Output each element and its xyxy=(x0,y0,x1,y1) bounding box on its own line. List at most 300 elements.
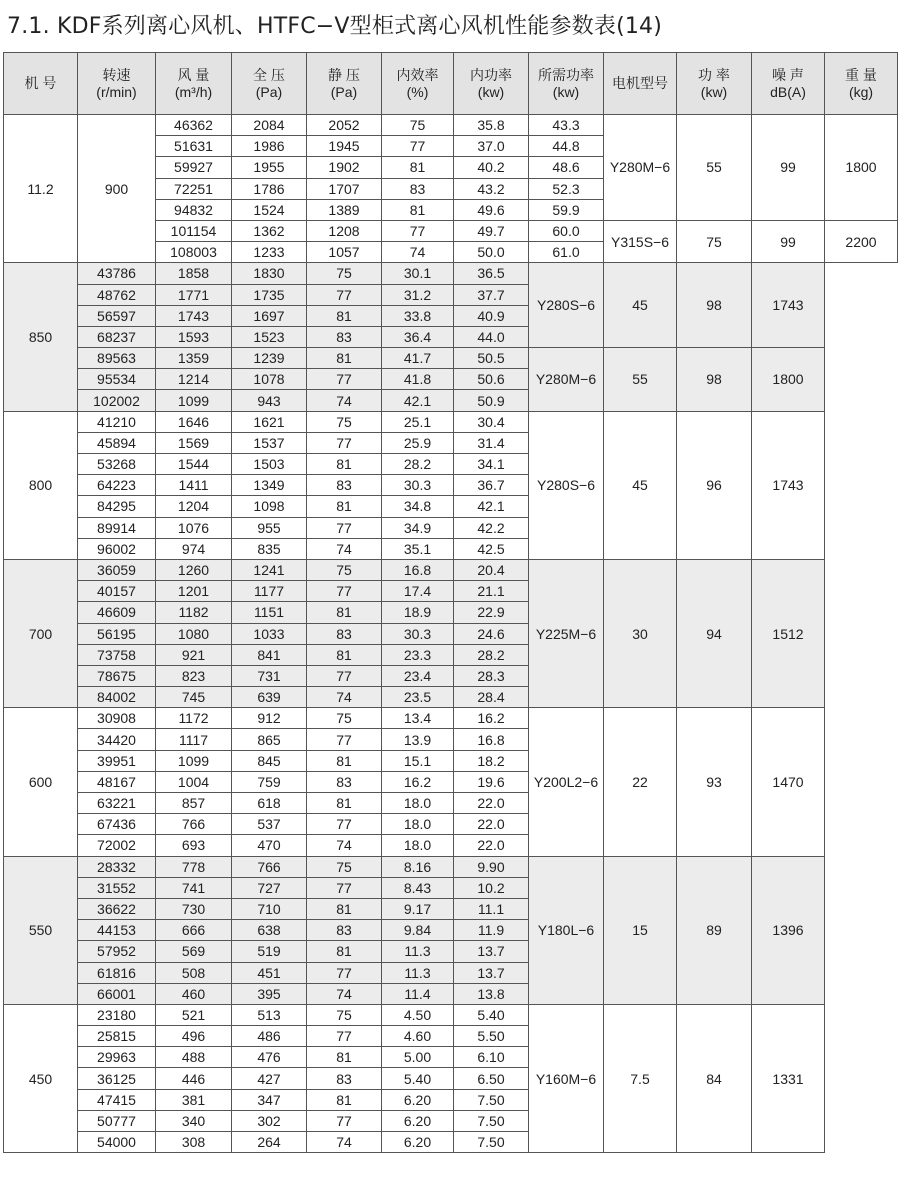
header-row xyxy=(4,53,898,115)
static-pressure-cell: 1098 xyxy=(232,496,307,517)
required-power-cell: 7.50 xyxy=(454,1132,529,1153)
internal-efficiency-cell: 81 xyxy=(307,898,382,919)
internal-efficiency-cell: 77 xyxy=(307,369,382,390)
header-unit: dB(A) xyxy=(770,83,806,100)
internal-efficiency-cell: 83 xyxy=(307,326,382,347)
air-volume-cell: 101154 xyxy=(156,220,232,241)
internal-efficiency-cell: 75 xyxy=(307,708,382,729)
total-pressure-cell: 381 xyxy=(156,1089,232,1110)
total-pressure-cell: 1359 xyxy=(156,348,232,369)
static-pressure-cell: 943 xyxy=(232,390,307,411)
weight-cell: 1800 xyxy=(752,348,825,412)
total-pressure-cell: 1080 xyxy=(156,623,232,644)
internal-efficiency-cell: 81 xyxy=(382,157,454,178)
noise-cell: 94 xyxy=(677,559,752,707)
internal-power-cell: 43.2 xyxy=(454,178,529,199)
internal-power-cell: 11.4 xyxy=(382,983,454,1004)
static-pressure-cell: 912 xyxy=(232,708,307,729)
air-volume-cell: 30908 xyxy=(78,708,156,729)
internal-power-cell: 6.20 xyxy=(382,1089,454,1110)
internal-efficiency-cell: 77 xyxy=(307,665,382,686)
air-volume-cell: 25815 xyxy=(78,1026,156,1047)
required-power-cell: 36.5 xyxy=(454,263,529,284)
air-volume-cell: 95534 xyxy=(78,369,156,390)
air-volume-cell: 84002 xyxy=(78,687,156,708)
required-power-cell: 20.4 xyxy=(454,559,529,580)
internal-efficiency-cell: 77 xyxy=(307,962,382,983)
static-pressure-cell: 1523 xyxy=(232,326,307,347)
internal-power-cell: 18.9 xyxy=(382,602,454,623)
static-pressure-cell: 639 xyxy=(232,687,307,708)
internal-power-cell: 18.0 xyxy=(382,793,454,814)
air-volume-cell: 46609 xyxy=(78,602,156,623)
air-volume-cell: 67436 xyxy=(78,814,156,835)
total-pressure-cell: 1214 xyxy=(156,369,232,390)
required-power-cell: 36.7 xyxy=(454,475,529,496)
total-pressure-cell: 1771 xyxy=(156,284,232,305)
internal-power-cell: 41.7 xyxy=(382,348,454,369)
total-pressure-cell: 1524 xyxy=(232,199,307,220)
air-volume-cell: 73758 xyxy=(78,644,156,665)
static-pressure-cell: 1239 xyxy=(232,348,307,369)
air-volume-cell: 47415 xyxy=(78,1089,156,1110)
internal-efficiency-cell: 81 xyxy=(307,602,382,623)
internal-efficiency-cell: 74 xyxy=(382,242,454,263)
speed-group-450 xyxy=(4,1004,898,1152)
required-power-cell: 28.2 xyxy=(454,644,529,665)
air-volume-cell: 63221 xyxy=(78,793,156,814)
air-volume-cell: 48762 xyxy=(78,284,156,305)
air-volume-cell: 36059 xyxy=(78,559,156,580)
noise-cell: 98 xyxy=(677,263,752,348)
motor-power-cell: 15 xyxy=(604,856,677,1004)
required-power-cell: 6.50 xyxy=(454,1068,529,1089)
internal-efficiency-cell: 81 xyxy=(382,199,454,220)
motor-power-cell: 7.5 xyxy=(604,1004,677,1152)
internal-efficiency-cell: 74 xyxy=(307,835,382,856)
air-volume-cell: 61816 xyxy=(78,962,156,983)
motor-model-cell: Y280S−6 xyxy=(529,263,604,348)
total-pressure-cell: 974 xyxy=(156,538,232,559)
internal-power-cell: 34.9 xyxy=(382,517,454,538)
total-pressure-cell: 1858 xyxy=(156,263,232,284)
total-pressure-cell: 741 xyxy=(156,877,232,898)
static-pressure-cell: 865 xyxy=(232,729,307,750)
total-pressure-cell: 921 xyxy=(156,644,232,665)
internal-efficiency-cell: 81 xyxy=(307,496,382,517)
total-pressure-cell: 1076 xyxy=(156,517,232,538)
static-pressure-cell: 1735 xyxy=(232,284,307,305)
air-volume-cell: 72251 xyxy=(156,178,232,199)
internal-efficiency-cell: 75 xyxy=(307,263,382,284)
static-pressure-cell: 1389 xyxy=(307,199,382,220)
internal-efficiency-cell: 75 xyxy=(307,856,382,877)
speed-group-850 xyxy=(4,263,898,411)
static-pressure-cell: 537 xyxy=(232,814,307,835)
static-pressure-cell: 1033 xyxy=(232,623,307,644)
internal-power-cell: 16.8 xyxy=(382,559,454,580)
total-pressure-cell: 730 xyxy=(156,898,232,919)
internal-power-cell: 4.60 xyxy=(382,1026,454,1047)
required-power-cell: 13.7 xyxy=(454,941,529,962)
static-pressure-cell: 1621 xyxy=(232,411,307,432)
internal-power-cell: 8.43 xyxy=(382,877,454,898)
static-pressure-cell: 2052 xyxy=(307,115,382,136)
required-power-cell: 52.3 xyxy=(529,178,604,199)
noise-cell: 99 xyxy=(752,220,825,262)
speed-cell: 900 xyxy=(78,115,156,263)
internal-efficiency-cell: 75 xyxy=(307,559,382,580)
speed-group-900 xyxy=(4,115,898,263)
static-pressure-cell: 519 xyxy=(232,941,307,962)
total-pressure-cell: 1646 xyxy=(156,411,232,432)
header-weight xyxy=(825,53,898,115)
internal-power-cell: 49.6 xyxy=(454,199,529,220)
static-pressure-cell: 1349 xyxy=(232,475,307,496)
total-pressure-cell: 1955 xyxy=(232,157,307,178)
internal-power-cell: 6.20 xyxy=(382,1110,454,1131)
header-label: 转速 xyxy=(102,66,131,83)
motor-power-cell: 45 xyxy=(604,263,677,348)
speed-group-800 xyxy=(4,411,898,559)
weight-cell: 1470 xyxy=(752,708,825,856)
air-volume-cell: 89563 xyxy=(78,348,156,369)
required-power-cell: 34.1 xyxy=(454,454,529,475)
header-motor-power xyxy=(677,53,752,115)
air-volume-cell: 23180 xyxy=(78,1004,156,1025)
internal-efficiency-cell: 81 xyxy=(307,1047,382,1068)
required-power-cell: 6.10 xyxy=(454,1047,529,1068)
internal-efficiency-cell: 74 xyxy=(307,687,382,708)
internal-efficiency-cell: 81 xyxy=(307,454,382,475)
air-volume-cell: 64223 xyxy=(78,475,156,496)
internal-power-cell: 4.50 xyxy=(382,1004,454,1025)
internal-power-cell: 23.3 xyxy=(382,644,454,665)
weight-cell: 1743 xyxy=(752,263,825,348)
internal-power-cell: 23.4 xyxy=(382,665,454,686)
weight-cell: 1512 xyxy=(752,559,825,707)
weight-cell: 1800 xyxy=(825,115,898,221)
static-pressure-cell: 486 xyxy=(232,1026,307,1047)
required-power-cell: 42.2 xyxy=(454,517,529,538)
required-power-cell: 22.0 xyxy=(454,793,529,814)
internal-efficiency-cell: 77 xyxy=(382,136,454,157)
static-pressure-cell: 302 xyxy=(232,1110,307,1131)
noise-cell: 84 xyxy=(677,1004,752,1152)
internal-power-cell: 41.8 xyxy=(382,369,454,390)
header-label: 功 率 xyxy=(698,66,730,83)
header-static-pressure xyxy=(307,53,382,115)
header-label: 电机型号 xyxy=(612,75,668,91)
internal-efficiency-cell: 74 xyxy=(307,983,382,1004)
required-power-cell: 22.0 xyxy=(454,814,529,835)
internal-efficiency-cell: 74 xyxy=(307,1132,382,1153)
internal-efficiency-cell: 81 xyxy=(307,348,382,369)
required-power-cell: 42.5 xyxy=(454,538,529,559)
static-pressure-cell: 766 xyxy=(232,856,307,877)
air-volume-cell: 39951 xyxy=(78,750,156,771)
required-power-cell: 7.50 xyxy=(454,1110,529,1131)
static-pressure-cell: 451 xyxy=(232,962,307,983)
total-pressure-cell: 1593 xyxy=(156,326,232,347)
internal-power-cell: 9.84 xyxy=(382,920,454,941)
air-volume-cell: 56195 xyxy=(78,623,156,644)
total-pressure-cell: 569 xyxy=(156,941,232,962)
total-pressure-cell: 1099 xyxy=(156,390,232,411)
header-air-volume xyxy=(156,53,232,115)
air-volume-cell: 66001 xyxy=(78,983,156,1004)
static-pressure-cell: 1241 xyxy=(232,559,307,580)
internal-power-cell: 36.4 xyxy=(382,326,454,347)
internal-efficiency-cell: 83 xyxy=(307,771,382,792)
total-pressure-cell: 857 xyxy=(156,793,232,814)
static-pressure-cell: 347 xyxy=(232,1089,307,1110)
static-pressure-cell: 395 xyxy=(232,983,307,1004)
internal-power-cell: 13.9 xyxy=(382,729,454,750)
internal-power-cell: 9.17 xyxy=(382,898,454,919)
static-pressure-cell: 759 xyxy=(232,771,307,792)
internal-efficiency-cell: 83 xyxy=(307,1068,382,1089)
internal-power-cell: 16.2 xyxy=(382,771,454,792)
air-volume-cell: 72002 xyxy=(78,835,156,856)
air-volume-cell: 28332 xyxy=(78,856,156,877)
static-pressure-cell: 264 xyxy=(232,1132,307,1153)
internal-power-cell: 33.8 xyxy=(382,305,454,326)
header-label: 风 量 xyxy=(177,66,210,83)
table-row xyxy=(4,411,898,432)
total-pressure-cell: 1182 xyxy=(156,602,232,623)
internal-efficiency-cell: 81 xyxy=(307,1089,382,1110)
air-volume-cell: 50777 xyxy=(78,1110,156,1131)
internal-power-cell: 25.9 xyxy=(382,432,454,453)
motor-model-cell: Y160M−6 xyxy=(529,1004,604,1152)
weight-cell: 1331 xyxy=(752,1004,825,1152)
static-pressure-cell: 731 xyxy=(232,665,307,686)
table-row xyxy=(4,856,898,877)
total-pressure-cell: 1004 xyxy=(156,771,232,792)
table-row xyxy=(4,1004,898,1025)
internal-power-cell: 8.16 xyxy=(382,856,454,877)
required-power-cell: 18.2 xyxy=(454,750,529,771)
required-power-cell: 10.2 xyxy=(454,877,529,898)
table-row xyxy=(4,708,898,729)
required-power-cell: 50.5 xyxy=(454,348,529,369)
static-pressure-cell: 1537 xyxy=(232,432,307,453)
required-power-cell: 61.0 xyxy=(529,242,604,263)
internal-power-cell: 25.1 xyxy=(382,411,454,432)
internal-power-cell: 31.2 xyxy=(382,284,454,305)
internal-efficiency-cell: 77 xyxy=(307,729,382,750)
total-pressure-cell: 446 xyxy=(156,1068,232,1089)
table-header xyxy=(4,53,898,115)
header-unit: (kw) xyxy=(552,83,580,100)
required-power-cell: 42.1 xyxy=(454,496,529,517)
header-machine-no xyxy=(4,53,78,115)
internal-efficiency-cell: 83 xyxy=(382,178,454,199)
total-pressure-cell: 1986 xyxy=(232,136,307,157)
motor-model-cell: Y180L−6 xyxy=(529,856,604,1004)
table-row xyxy=(4,559,898,580)
static-pressure-cell: 1830 xyxy=(232,263,307,284)
noise-cell: 99 xyxy=(752,115,825,221)
total-pressure-cell: 1204 xyxy=(156,496,232,517)
required-power-cell: 44.0 xyxy=(454,326,529,347)
required-power-cell: 24.6 xyxy=(454,623,529,644)
internal-power-cell: 11.3 xyxy=(382,962,454,983)
total-pressure-cell: 1233 xyxy=(232,242,307,263)
required-power-cell: 44.8 xyxy=(529,136,604,157)
total-pressure-cell: 693 xyxy=(156,835,232,856)
required-power-cell: 16.8 xyxy=(454,729,529,750)
required-power-cell: 19.6 xyxy=(454,771,529,792)
static-pressure-cell: 710 xyxy=(232,898,307,919)
header-unit: (Pa) xyxy=(255,83,283,100)
total-pressure-cell: 488 xyxy=(156,1047,232,1068)
required-power-cell: 7.50 xyxy=(454,1089,529,1110)
total-pressure-cell: 496 xyxy=(156,1026,232,1047)
internal-efficiency-cell: 75 xyxy=(382,115,454,136)
internal-efficiency-cell: 77 xyxy=(307,1110,382,1131)
air-volume-cell: 53268 xyxy=(78,454,156,475)
static-pressure-cell: 1057 xyxy=(307,242,382,263)
internal-power-cell: 30.3 xyxy=(382,623,454,644)
required-power-cell: 9.90 xyxy=(454,856,529,877)
speed-group-600 xyxy=(4,708,898,856)
header-label: 噪 声 xyxy=(772,66,804,83)
air-volume-cell: 48167 xyxy=(78,771,156,792)
air-volume-cell: 57952 xyxy=(78,941,156,962)
internal-efficiency-cell: 77 xyxy=(382,220,454,241)
total-pressure-cell: 766 xyxy=(156,814,232,835)
air-volume-cell: 36125 xyxy=(78,1068,156,1089)
total-pressure-cell: 2084 xyxy=(232,115,307,136)
required-power-cell: 50.6 xyxy=(454,369,529,390)
noise-cell: 96 xyxy=(677,411,752,559)
static-pressure-cell: 618 xyxy=(232,793,307,814)
noise-cell: 98 xyxy=(677,348,752,412)
motor-model-cell: Y280M−6 xyxy=(604,115,677,221)
motor-power-cell: 22 xyxy=(604,708,677,856)
static-pressure-cell: 1945 xyxy=(307,136,382,157)
internal-power-cell: 49.7 xyxy=(454,220,529,241)
air-volume-cell: 51631 xyxy=(156,136,232,157)
air-volume-cell: 40157 xyxy=(78,581,156,602)
static-pressure-cell: 476 xyxy=(232,1047,307,1068)
required-power-cell: 5.40 xyxy=(454,1004,529,1025)
internal-power-cell: 50.0 xyxy=(454,242,529,263)
static-pressure-cell: 1697 xyxy=(232,305,307,326)
internal-power-cell: 5.00 xyxy=(382,1047,454,1068)
total-pressure-cell: 308 xyxy=(156,1132,232,1153)
internal-efficiency-cell: 74 xyxy=(307,538,382,559)
internal-efficiency-cell: 81 xyxy=(307,750,382,771)
header-total-pressure xyxy=(232,53,307,115)
header-motor-model xyxy=(604,53,677,115)
air-volume-cell: 41210 xyxy=(78,411,156,432)
total-pressure-cell: 745 xyxy=(156,687,232,708)
internal-efficiency-cell: 77 xyxy=(307,581,382,602)
table-row xyxy=(4,115,898,136)
required-power-cell: 11.1 xyxy=(454,898,529,919)
internal-efficiency-cell: 75 xyxy=(307,1004,382,1025)
internal-efficiency-cell: 77 xyxy=(307,877,382,898)
air-volume-cell: 54000 xyxy=(78,1132,156,1153)
weight-cell: 2200 xyxy=(825,220,898,262)
internal-efficiency-cell: 77 xyxy=(307,284,382,305)
motor-power-cell: 55 xyxy=(677,115,752,221)
total-pressure-cell: 1260 xyxy=(156,559,232,580)
internal-power-cell: 13.4 xyxy=(382,708,454,729)
air-volume-cell: 94832 xyxy=(156,199,232,220)
required-power-cell: 60.0 xyxy=(529,220,604,241)
header-speed xyxy=(78,53,156,115)
required-power-cell: 16.2 xyxy=(454,708,529,729)
total-pressure-cell: 508 xyxy=(156,962,232,983)
noise-cell: 93 xyxy=(677,708,752,856)
motor-model-cell: Y200L2−6 xyxy=(529,708,604,856)
internal-efficiency-cell: 83 xyxy=(307,475,382,496)
motor-power-cell: 75 xyxy=(677,220,752,262)
header-unit: (kw) xyxy=(477,83,505,100)
motor-power-cell: 55 xyxy=(604,348,677,412)
header-unit: (kw) xyxy=(700,83,728,100)
static-pressure-cell: 727 xyxy=(232,877,307,898)
weight-cell: 1396 xyxy=(752,856,825,1004)
internal-efficiency-cell: 81 xyxy=(307,644,382,665)
air-volume-cell: 59927 xyxy=(156,157,232,178)
internal-power-cell: 30.1 xyxy=(382,263,454,284)
required-power-cell: 31.4 xyxy=(454,432,529,453)
internal-efficiency-cell: 83 xyxy=(307,623,382,644)
motor-model-cell: Y280M−6 xyxy=(529,348,604,412)
static-pressure-cell: 841 xyxy=(232,644,307,665)
static-pressure-cell: 470 xyxy=(232,835,307,856)
header-unit: (Pa) xyxy=(330,83,358,100)
speed-cell: 450 xyxy=(4,1004,78,1152)
speed-group-550 xyxy=(4,856,898,1004)
total-pressure-cell: 1411 xyxy=(156,475,232,496)
internal-power-cell: 28.2 xyxy=(382,454,454,475)
speed-cell: 800 xyxy=(4,411,78,559)
static-pressure-cell: 835 xyxy=(232,538,307,559)
required-power-cell: 13.8 xyxy=(454,983,529,1004)
air-volume-cell: 102002 xyxy=(78,390,156,411)
internal-efficiency-cell: 81 xyxy=(307,793,382,814)
required-power-cell: 48.6 xyxy=(529,157,604,178)
total-pressure-cell: 1201 xyxy=(156,581,232,602)
internal-power-cell: 11.3 xyxy=(382,941,454,962)
internal-efficiency-cell: 75 xyxy=(307,411,382,432)
static-pressure-cell: 1208 xyxy=(307,220,382,241)
total-pressure-cell: 1544 xyxy=(156,454,232,475)
total-pressure-cell: 1099 xyxy=(156,750,232,771)
air-volume-cell: 45894 xyxy=(78,432,156,453)
air-volume-cell: 56597 xyxy=(78,305,156,326)
air-volume-cell: 84295 xyxy=(78,496,156,517)
noise-cell: 89 xyxy=(677,856,752,1004)
header-unit: (kg) xyxy=(848,83,874,100)
header-unit: (%) xyxy=(406,83,429,100)
required-power-cell: 13.7 xyxy=(454,962,529,983)
speed-cell: 700 xyxy=(4,559,78,707)
static-pressure-cell: 955 xyxy=(232,517,307,538)
internal-efficiency-cell: 77 xyxy=(307,517,382,538)
required-power-cell: 43.3 xyxy=(529,115,604,136)
static-pressure-cell: 845 xyxy=(232,750,307,771)
total-pressure-cell: 340 xyxy=(156,1110,232,1131)
page-title: 7.1. KDF系列离心风机、HTFC−V型柜式离心风机性能参数表(14) xyxy=(7,14,663,39)
required-power-cell: 22.9 xyxy=(454,602,529,623)
